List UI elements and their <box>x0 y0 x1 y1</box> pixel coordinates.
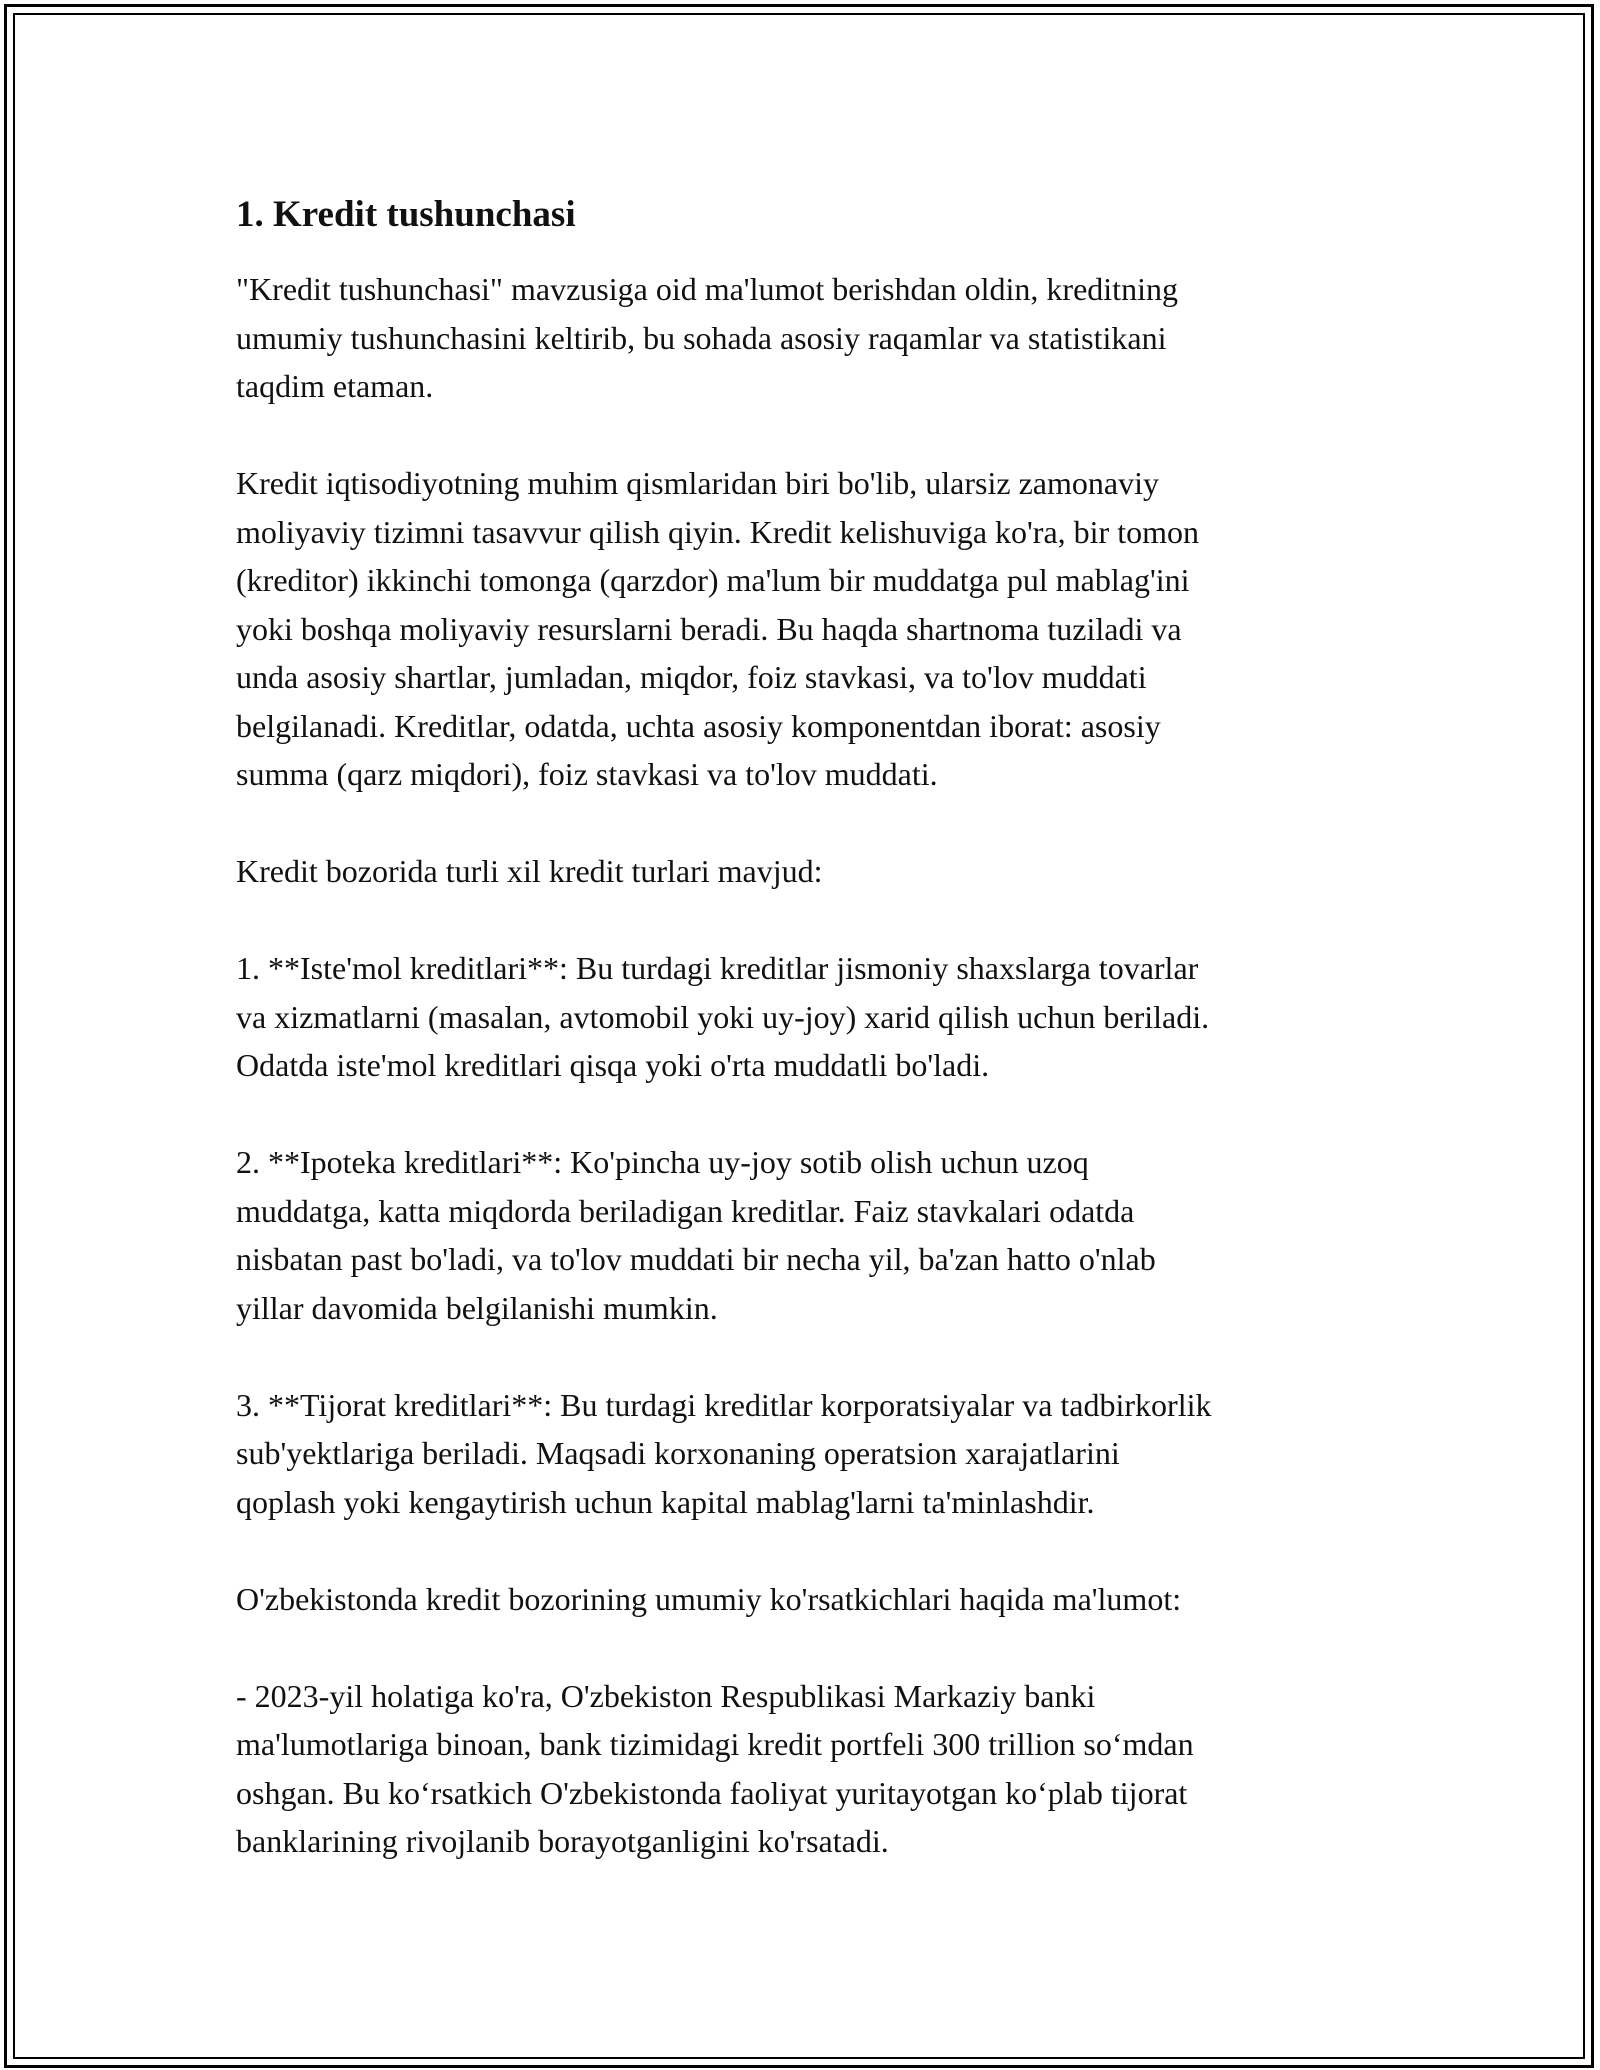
document-title: 1. Kredit tushunchasi <box>236 194 576 235</box>
document-page <box>236 186 1366 1914</box>
list-item-mortgage-credit: 2. **Ipoteka kreditlari**: Ko'pincha uy-joy sotib olish uchun uzoq muddatga, katta miqdorda beriladigan kreditlar. Faiz stavkalari odatda nisbatan past bo'ladi, va to'lov muddati bir necha yil, ba'zan hatto o'nlab yillar davomida belgilanishi mumkin. <box>236 1144 1156 1326</box>
paragraph-types-intro: Kredit bozorida turli xil kredit turlari mavjud: <box>236 853 823 889</box>
paragraph-intro: "Kredit tushunchasi" mavzusiga oid ma'lumot berishdan oldin, kreditning umumiy tushunchasini keltirib, bu sohada asosiy raqamlar va statistikani taqdim etaman. <box>236 271 1178 404</box>
paragraph-uzbekistan-intro: O'zbekistonda kredit bozorining umumiy ko'rsatkichlari haqida ma'lumot: <box>236 1580 1182 1617</box>
list-item-portfolio-stat: - 2023-yil holatiga ko'ra, O'zbekiston Respublikasi Markaziy banki ma'lumotlariga binoan, bank tizimidagi kredit portfeli 300 trillion so‘mdan oshgan. Bu ko‘rsatkich O'zbekistonda faoliyat yuritayotgan ko‘plab tijorat banklarining rivojlanib borayotganligini ko'rsatadi. <box>236 1677 1194 1859</box>
list-item-commercial-credit: 3. **Tijorat kreditlari**: Bu turdagi kreditlar korporatsiyalar va tadbirkorlik sub'yektlariga beriladi. Maqsadi korxonaning operatsion xarajatlarini qoplash yoki kengaytirish uchun kapital mablag'larni ta'minlashdir. <box>236 1386 1212 1520</box>
list-item-consumer-credit: 1. **Iste'mol kreditlari**: Bu turdagi kreditlar jismoniy shaxslarga tovarlar va xizmatlarni (masalan, avtomobil yoki uy-joy) xarid qilish uchun beriladi. Odatda iste'mol kreditlari qisqa yoki o'rta muddatli bo'ladi. <box>236 950 1210 1083</box>
paragraph-definition: Kredit iqtisodiyotning muhim qismlaridan biri bo'lib, ularsiz zamonaviy moliyaviy tizimni tasavvur qilish qiyin. Kredit kelishuviga ko'ra, bir tomon (kreditor) ikkinchi tomonga (qarzdor) ma'lum bir muddatga pul mablag'ini yoki boshqa moliyaviy resurslarni beradi. Bu haqda shartnoma tuziladi va unda asosiy shartlar, jumladan, miqdor, foiz stavkasi, va to'lov muddati belgilanadi. Kreditlar, odatda, uchta asosiy komponentdan iborat: asosiy summa (qarz miqdori), foiz stavkasi va to'lov muddati. <box>236 465 1199 792</box>
